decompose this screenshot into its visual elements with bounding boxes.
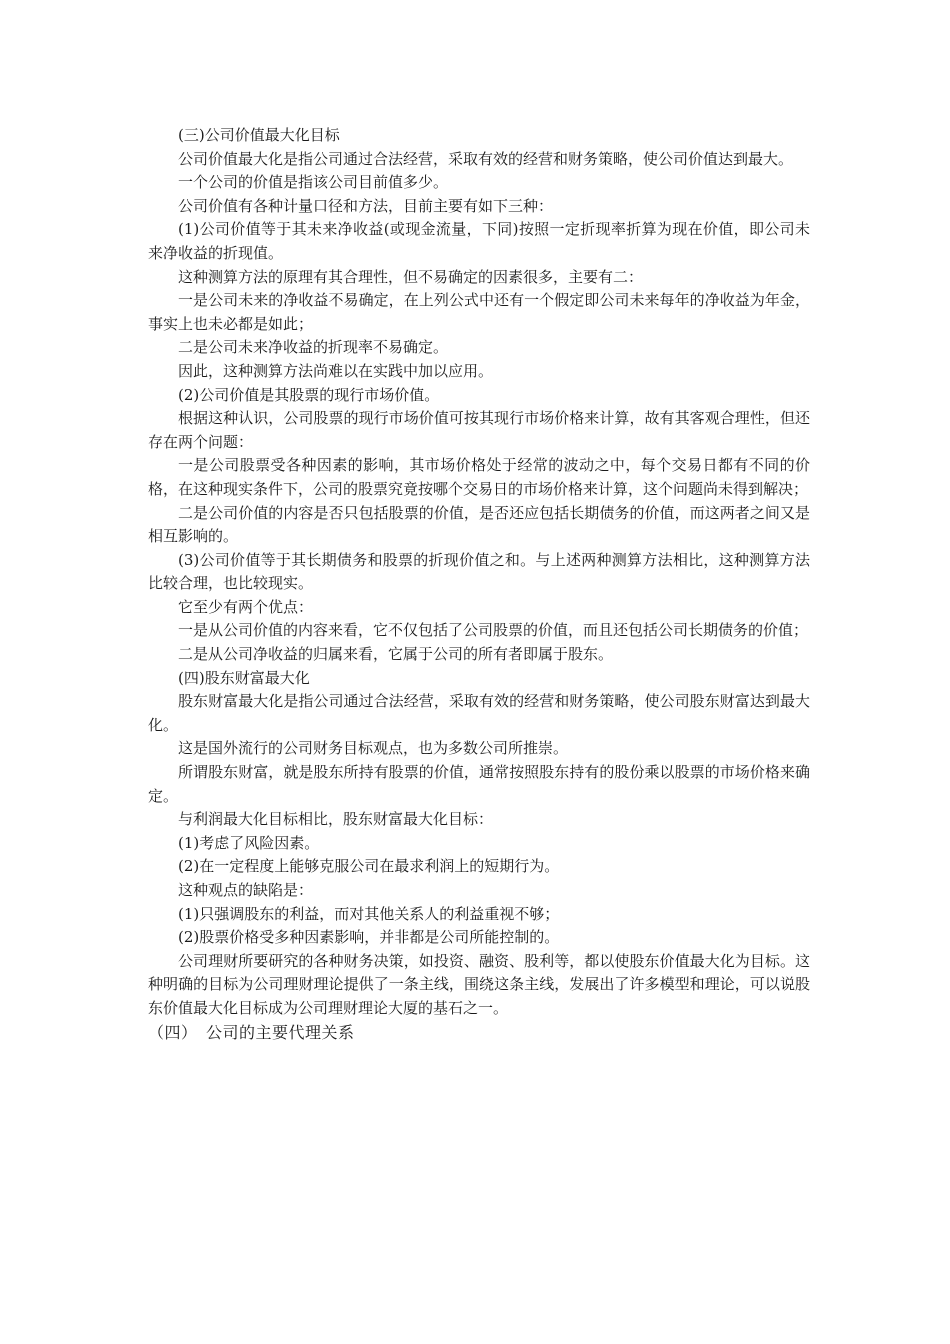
paragraph: 这是国外流行的公司财务目标观点，也为多数公司所推崇。 — [178, 739, 569, 758]
paragraph: 公司理财所要研究的各种财务决策，如投资、融资、股利等，都以使股东价值最大化为目标。这种明确的目标为公司理财理论提供了一条主线，围绕这条主线，发展出了许多模型和理论，可以说股东价值最大化目标成为公司理财理论大厦的基石之一。 — [148, 951, 810, 1017]
paragraph: (2)公司价值是其股票的现行市场价值。 — [178, 385, 440, 404]
paragraph: (1)考虑了风险因素。 — [178, 833, 320, 852]
paragraph: 公司价值最大化是指公司通过合法经营，采取有效的经营和财务策略，使公司价值达到最大。 — [178, 149, 794, 168]
heading-shareholder-wealth-maximization: (四)股东财富最大化 — [178, 668, 310, 687]
paragraph: 根据这种认识，公司股票的现行市场价值可按其现行市场价格来计算，故有其客观合理性，但还存在两个问题： — [148, 409, 810, 451]
paragraph: (2)股票价格受多种因素影响，并非都是公司所能控制的。 — [178, 928, 560, 947]
paragraph: (3)公司价值等于其长期债务和股票的折现价值之和。与上述两种测算方法相比，这种测算方法比较合理，也比较现实。 — [148, 550, 810, 593]
paragraph: 这种观点的缺陷是： — [178, 881, 314, 899]
document-page — [148, 124, 810, 1044]
paragraph: 所谓股东财富，就是股东所持有股票的价值，通常按照股东持有的股份乘以股票的市场价格来确定。 — [148, 763, 810, 805]
paragraph: (1)只强调股东的利益，而对其他关系人的利益重视不够； — [178, 904, 560, 923]
paragraph: (2)在一定程度上能够克服公司在最求利润上的短期行为。 — [178, 857, 560, 876]
paragraph: 股东财富最大化是指公司通过合法经营，采取有效的经营和财务策略，使公司股东财富达到最大化。 — [148, 692, 810, 734]
paragraph: (1)公司价值等于其未来净收益(或现金流量，下同)按照一定折现率折算为现在价值，即公司未来净收益的折现值。 — [148, 220, 810, 262]
paragraph: 二是公司价值的内容是否只包括股票的价值，是否还应包括长期债务的价值，而这两者之间又是相互影响的。 — [148, 503, 810, 546]
paragraph: 一是从公司价值的内容来看，它不仅包括了公司股票的价值，而且还包括公司长期债务的价值； — [178, 621, 809, 640]
paragraph: 公司价值有各种计量口径和方法，目前主要有如下三种： — [178, 196, 554, 215]
paragraph: 二是公司未来净收益的折现率不易确定。 — [178, 338, 449, 357]
heading-company-value-maximization: (三)公司价值最大化目标 — [178, 126, 340, 144]
paragraph: 这种测算方法的原理有其合理性，但不易确定的因素很多，主要有二： — [178, 267, 644, 286]
paragraph: 一是公司未来的净收益不易确定，在上列公式中还有一个假定即公司未来每年的净收益为年金，事实上也未必都是如此； — [148, 291, 810, 333]
paragraph: 它至少有两个优点： — [178, 597, 314, 616]
paragraph: 因此，这种测算方法尚难以在实践中加以应用。 — [178, 361, 494, 380]
paragraph: 与利润最大化目标相比，股东财富最大化目标： — [178, 810, 494, 829]
section-heading-agency-relationships: （四） 公司的主要代理关系 — [148, 1022, 355, 1042]
paragraph: 二是从公司净收益的归属来看，它属于公司的所有者即属于股东。 — [178, 645, 614, 664]
paragraph: 一个公司的价值是指该公司目前值多少。 — [178, 173, 449, 192]
paragraph: 一是公司股票受各种因素的影响，其市场价格处于经常的波动之中，每个交易日都有不同的价格，在这种现实条件下，公司的股票究竟按哪个交易日的市场价格来计算，这个问题尚未得到解决； — [148, 456, 810, 498]
